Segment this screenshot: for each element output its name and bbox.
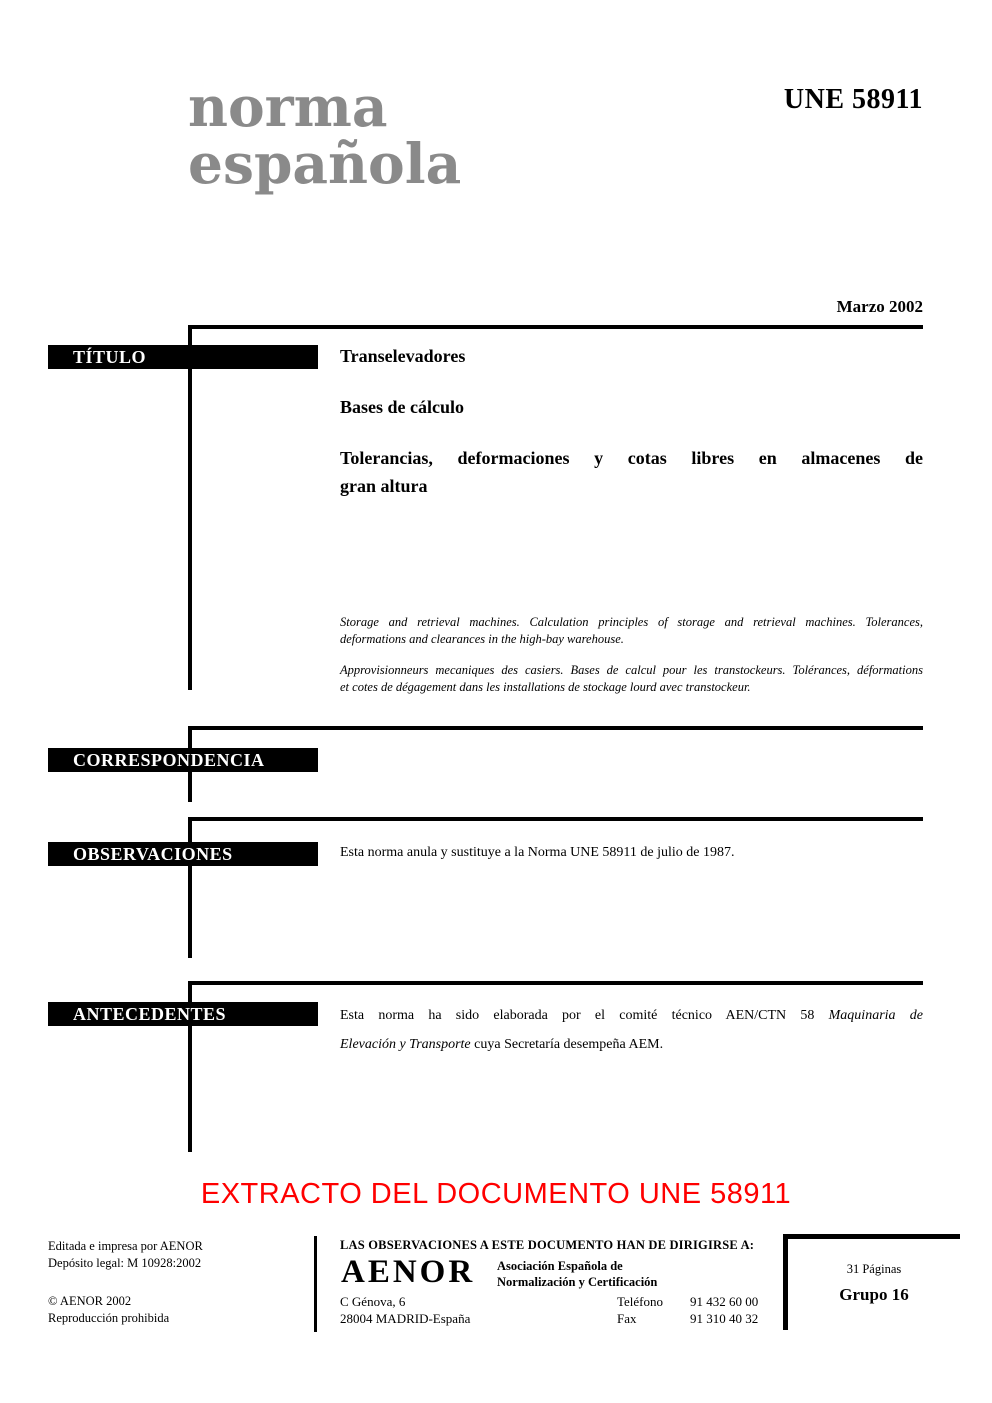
phone-label: Teléfono — [617, 1294, 664, 1309]
aenor-address — [340, 1293, 470, 1327]
phone-value: 91 432 60 00 — [690, 1294, 759, 1309]
footer-divider — [314, 1236, 317, 1332]
antecedentes-rule-horizontal — [188, 981, 923, 985]
antecedentes-label: ANTECEDENTES — [73, 1003, 227, 1024]
observations-destination-notice: LAS OBSERVACIONES A ESTE DOCUMENTO HAN DE DIRIGIRSE A: — [340, 1238, 755, 1252]
antecedentes-text-line-2 — [340, 1037, 663, 1052]
phone-row — [617, 1293, 758, 1310]
antecedentes-regular-2: cuya Secretaría desempeña AEM. — [470, 1036, 664, 1052]
aenor-org-line-2: Normalización y Certificación — [497, 1275, 658, 1289]
titulo-label: TÍTULO — [73, 346, 147, 367]
aenor-org-line-1: Asociación Española de — [497, 1259, 623, 1273]
pages-group-box — [783, 1234, 960, 1330]
pages-count: 31 Páginas — [846, 1262, 902, 1276]
observaciones-text: Esta norma anula y sustituye a la Norma UNE 58911 de julio de 1987. — [340, 845, 735, 860]
english-abstract-line-2: deformations and clearances in the high-bay warehouse. — [340, 631, 624, 646]
antecedentes-italic-2: Elevación y Transporte — [340, 1036, 471, 1052]
fax-value: 91 310 40 32 — [690, 1311, 759, 1326]
issue-date: Marzo 2002 — [836, 297, 923, 316]
extract-notice: EXTRACTO DEL DOCUMENTO UNE 58911 — [200, 1178, 792, 1210]
antecedentes-italic-1: Maquinaria de — [828, 1008, 923, 1023]
correspondencia-label: CORRESPONDENCIA — [73, 749, 265, 770]
copyright-line-2: Reproducción prohibida — [48, 1311, 170, 1325]
title-line-2: Bases de cálculo — [340, 397, 464, 417]
doc-number: UNE 58911 — [783, 84, 923, 115]
titulo-rule-horizontal — [188, 325, 923, 329]
publisher-line-1: Editada e impresa por AENOR — [48, 1239, 203, 1253]
observaciones-label: OBSERVACIONES — [73, 843, 233, 864]
observaciones-label-bar — [48, 842, 318, 866]
antecedentes-regular-1: Esta norma ha sido elaborada por el comité técnico AEN/CTN 58 — [340, 1008, 829, 1023]
publisher-info — [48, 1238, 203, 1272]
title-line-4: gran altura — [340, 476, 428, 496]
observaciones-rule-vertical — [188, 817, 192, 958]
aenor-logo: AENOR — [341, 1254, 476, 1290]
title-french-abstract — [340, 662, 923, 695]
publisher-line-2: Depósito legal: M 10928:2002 — [48, 1256, 202, 1270]
french-abstract-line-2: et cotes de dégagement dans les installations de stockage lourd avec transtockeur. — [340, 679, 751, 694]
antecedentes-text-line-1 — [340, 1002, 923, 1031]
correspondencia-label-bar — [48, 748, 318, 772]
correspondencia-rule-horizontal — [188, 726, 923, 730]
group-number: Grupo 16 — [839, 1285, 909, 1304]
fax-row — [617, 1310, 758, 1327]
antecedentes-text — [340, 1002, 923, 1059]
brand-line-1: norma — [188, 74, 388, 139]
brand-line-2: española — [188, 131, 462, 196]
antecedentes-label-bar — [48, 1002, 318, 1026]
fax-label: Fax — [617, 1311, 637, 1326]
aenor-org-name — [497, 1258, 657, 1290]
copyright-line: © AENOR 2002 — [48, 1294, 132, 1308]
title-english-abstract — [340, 614, 923, 647]
title-line-1: Transelevadores — [340, 346, 466, 366]
aenor-address-line-1: C Génova, 6 — [340, 1294, 406, 1309]
copyright-info — [48, 1293, 169, 1327]
french-abstract-line-1: Approvisionneurs mecaniques des casiers. Bases de calcul pour les transtockeurs. Tolérances, déformations — [340, 663, 923, 677]
titulo-rule-vertical — [188, 325, 192, 690]
aenor-contact — [617, 1293, 758, 1327]
aenor-address-line-2: 28004 MADRID-España — [340, 1311, 471, 1326]
observaciones-rule-horizontal — [188, 817, 923, 821]
norma-espanola-logo — [188, 74, 462, 196]
titulo-label-bar — [48, 345, 318, 369]
english-abstract-line-1: Storage and retrieval machines. Calculation principles of storage and retrieval machines. Tolerances, — [340, 615, 923, 629]
title-line-3: Tolerancias, deformaciones y cotas libres en almacenes de — [340, 448, 923, 468]
